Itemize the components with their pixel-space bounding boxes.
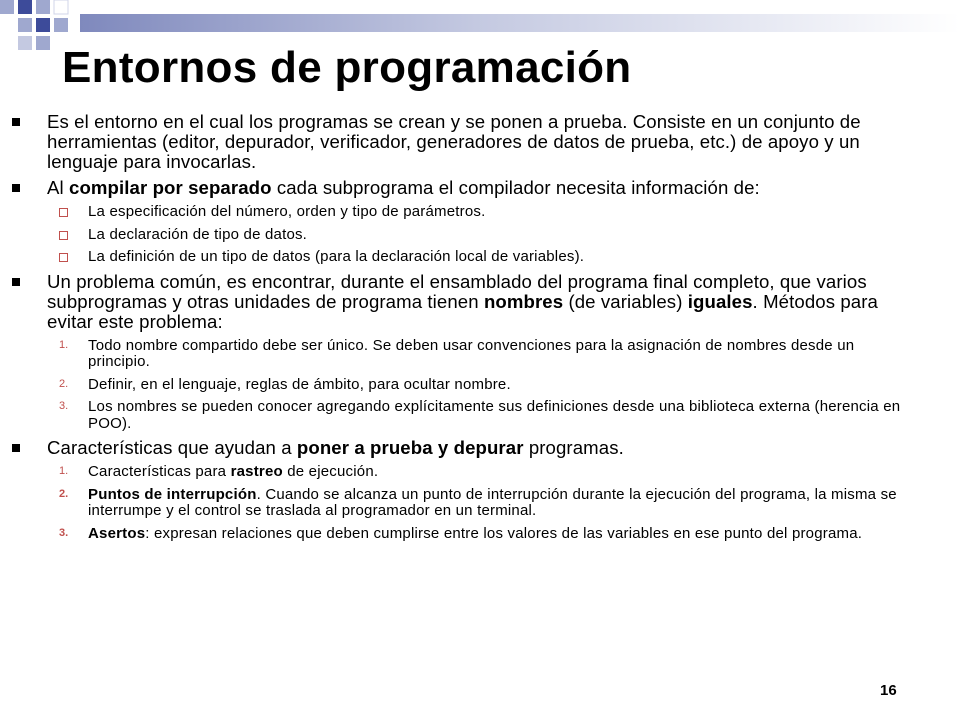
square-bullet-icon	[12, 118, 20, 126]
header-gradient-band	[80, 14, 960, 32]
sub-bullet-item	[0, 227, 960, 244]
hollow-square-bullet-icon	[59, 231, 68, 240]
sub-bullet-item	[0, 204, 960, 221]
deco-square	[18, 36, 32, 50]
numbered-item-text: Asertos: expresan relaciones que deben cumplirse entre los valores de las variables en ese punto del programa.	[88, 524, 863, 542]
numbered-item-text: Los nombres se pueden conocer agregando explícitamente sus definiciones desde una biblioteca externa (herencia en POO).	[88, 398, 901, 432]
numbered-item	[0, 338, 960, 371]
page-number: 16	[880, 682, 897, 699]
numbered-item-text: Definir, en el lenguaje, reglas de ámbito, para ocultar nombre.	[88, 375, 511, 393]
item-number: 2.	[59, 377, 69, 390]
square-bullet-icon	[12, 444, 20, 452]
sub-bullet-text: La declaración de tipo de datos.	[88, 225, 308, 243]
deco-square	[54, 0, 68, 14]
deco-square	[36, 18, 50, 32]
deco-square	[36, 0, 50, 14]
numbered-item	[0, 526, 960, 543]
numbered-item	[0, 399, 960, 432]
deco-square	[54, 18, 68, 32]
bullet-text: Un problema común, es encontrar, durante el ensamblado del programa final completo, que varios subprogramas y otras unidades de programa tienen nombres (de variables) iguales. Métodos para evitar este problema:	[47, 270, 878, 332]
slide-content	[0, 112, 960, 548]
bullet-item	[0, 272, 960, 332]
bullet-text: Es el entorno en el cual los programas se crean y se ponen a prueba. Consiste en un conjunto de herramientas (editor, depurador, verificador, generadores de datos de prueba, etc.) de apoyo y un lenguaje para invocarlas.	[47, 111, 861, 172]
bullet-text: Al compilar por separado cada subprograma el compilador necesita información de:	[47, 177, 760, 198]
item-number: 3.	[59, 526, 69, 539]
numbered-item-text: Todo nombre compartido debe ser único. Se deben usar convenciones para la asignación de nombres desde un principio.	[88, 336, 855, 370]
item-number: 1.	[59, 338, 69, 351]
bullet-item	[0, 438, 960, 458]
deco-square	[36, 36, 50, 50]
hollow-square-bullet-icon	[59, 253, 68, 262]
sub-bullet-text: La especificación del número, orden y tipo de parámetros.	[88, 203, 486, 220]
item-number: 2.	[59, 487, 69, 500]
numbered-item	[0, 377, 960, 394]
bullet-text: Características que ayudan a poner a prueba y depurar programas.	[47, 437, 624, 458]
sub-bullet-text: La definición de un tipo de datos (para la declaración local de variables).	[88, 248, 585, 265]
deco-square	[18, 18, 32, 32]
numbered-item-text: Puntos de interrupción. Cuando se alcanza un punto de interrupción durante la ejecución del programa, la misma se interrumpe y el control se traslada al programador en un terminal.	[88, 485, 897, 519]
slide-title: Entornos de programación	[62, 43, 632, 92]
item-number: 1.	[59, 465, 69, 477]
square-bullet-icon	[12, 278, 20, 286]
square-bullet-icon	[12, 184, 20, 192]
deco-square	[18, 0, 32, 14]
deco-square	[0, 0, 14, 14]
numbered-item	[0, 487, 960, 520]
numbered-item	[0, 464, 960, 481]
sub-bullet-item	[0, 249, 960, 266]
item-number: 3.	[59, 400, 69, 412]
bullet-item	[0, 178, 960, 198]
hollow-square-bullet-icon	[59, 208, 68, 217]
bullet-item	[0, 112, 960, 172]
numbered-item-text: Características para rastreo de ejecución.	[88, 463, 379, 480]
